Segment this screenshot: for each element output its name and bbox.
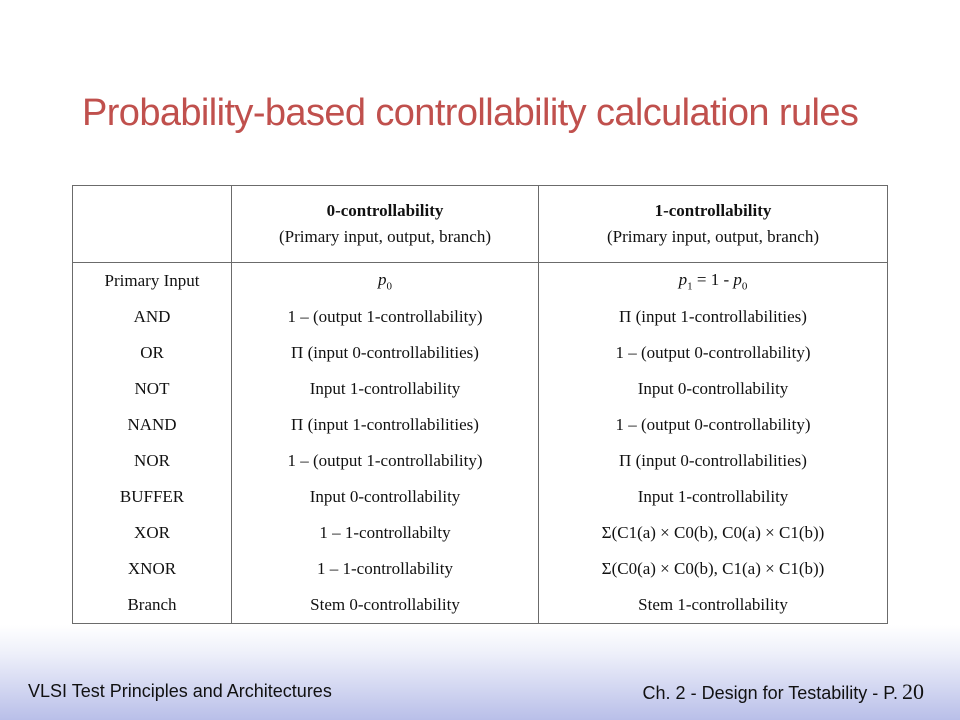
- header-1-controllability: [539, 186, 888, 263]
- footer-chapter-label: Ch. 2 - Design for Testability - P.: [642, 683, 898, 703]
- formula-text: = 1 -: [692, 269, 734, 289]
- one-controllability-cell: Stem 1-controllability: [638, 595, 788, 614]
- slide-title: Probability-based controllability calculation rules: [82, 92, 859, 134]
- gate-cell: NOR: [73, 443, 232, 479]
- one-controllability-cell: Input 1-controllability: [637, 487, 789, 506]
- header-1-subtitle: (Primary input, output, branch): [607, 227, 819, 246]
- table-row: [73, 515, 888, 551]
- gate-cell: AND: [73, 299, 232, 335]
- zero-controllability-cell: Π (input 0-controllabilities): [232, 335, 539, 371]
- footer-chapter-info: [643, 679, 924, 705]
- gate-cell: NOT: [73, 371, 232, 407]
- gate-cell: OR: [73, 335, 232, 371]
- header-gate-cell: [73, 186, 232, 263]
- table-row: [73, 299, 888, 335]
- header-0-title: 0-controllability: [326, 201, 444, 220]
- one-controllability-cell: Π (input 1-controllabilities): [619, 307, 807, 326]
- zero-controllability-cell: Input 1-controllability: [232, 371, 539, 407]
- table-row: [73, 443, 888, 479]
- one-controllability-cell: 1 – (output 0-controllability): [615, 343, 811, 362]
- one-controllability-cell: Σ(C0(a) × C0(b), C1(a) × C1(b)): [601, 559, 825, 578]
- gate-cell: XOR: [73, 515, 232, 551]
- gate-cell: BUFFER: [73, 479, 232, 515]
- gate-cell: Branch: [73, 587, 232, 624]
- table-row: [73, 587, 888, 624]
- table-row: [73, 551, 888, 587]
- p-subscript: 0: [386, 280, 392, 293]
- table-row: [73, 335, 888, 371]
- table-row-primary-input: [73, 263, 888, 300]
- one-controllability-cell: 1 – (output 0-controllability): [615, 415, 811, 434]
- gate-cell: NAND: [73, 407, 232, 443]
- zero-controllability-cell: Π (input 1-controllabilities): [232, 407, 539, 443]
- zero-controllability-cell: [232, 263, 539, 300]
- one-controllability-cell: Π (input 0-controllabilities): [619, 451, 807, 470]
- zero-controllability-cell: 1 – (output 1-controllability): [232, 443, 539, 479]
- p-subscript: 1: [687, 280, 693, 293]
- table-row: [73, 479, 888, 515]
- table-row: [73, 407, 888, 443]
- gate-cell: Primary Input: [73, 263, 232, 300]
- zero-controllability-cell: Stem 0-controllability: [232, 587, 539, 624]
- one-controllability-cell: Input 0-controllability: [637, 379, 789, 398]
- one-controllability-cell: [539, 263, 888, 300]
- header-1-title: 1-controllability: [654, 201, 772, 220]
- p-symbol: p: [378, 269, 387, 289]
- zero-controllability-cell: 1 – (output 1-controllability): [232, 299, 539, 335]
- gate-cell: XNOR: [73, 551, 232, 587]
- header-0-subtitle: (Primary input, output, branch): [279, 227, 491, 246]
- zero-controllability-cell: 1 – 1-controllabilty: [232, 515, 539, 551]
- footer-course-title: VLSI Test Principles and Architectures: [28, 681, 332, 701]
- p-symbol: p: [733, 269, 742, 289]
- table-header-row: [73, 186, 888, 263]
- zero-controllability-cell: 1 – 1-controllability: [232, 551, 539, 587]
- one-controllability-cell: Σ(C1(a) × C0(b), C0(a) × C1(b)): [601, 523, 825, 542]
- controllability-rules-table: [72, 185, 888, 624]
- page-number: 20: [902, 679, 924, 704]
- table-row: [73, 371, 888, 407]
- zero-controllability-cell: Input 0-controllability: [232, 479, 539, 515]
- header-0-controllability: [232, 186, 539, 263]
- footer-band: [0, 625, 960, 720]
- p-subscript: 0: [741, 280, 748, 293]
- p-symbol: p: [678, 269, 688, 289]
